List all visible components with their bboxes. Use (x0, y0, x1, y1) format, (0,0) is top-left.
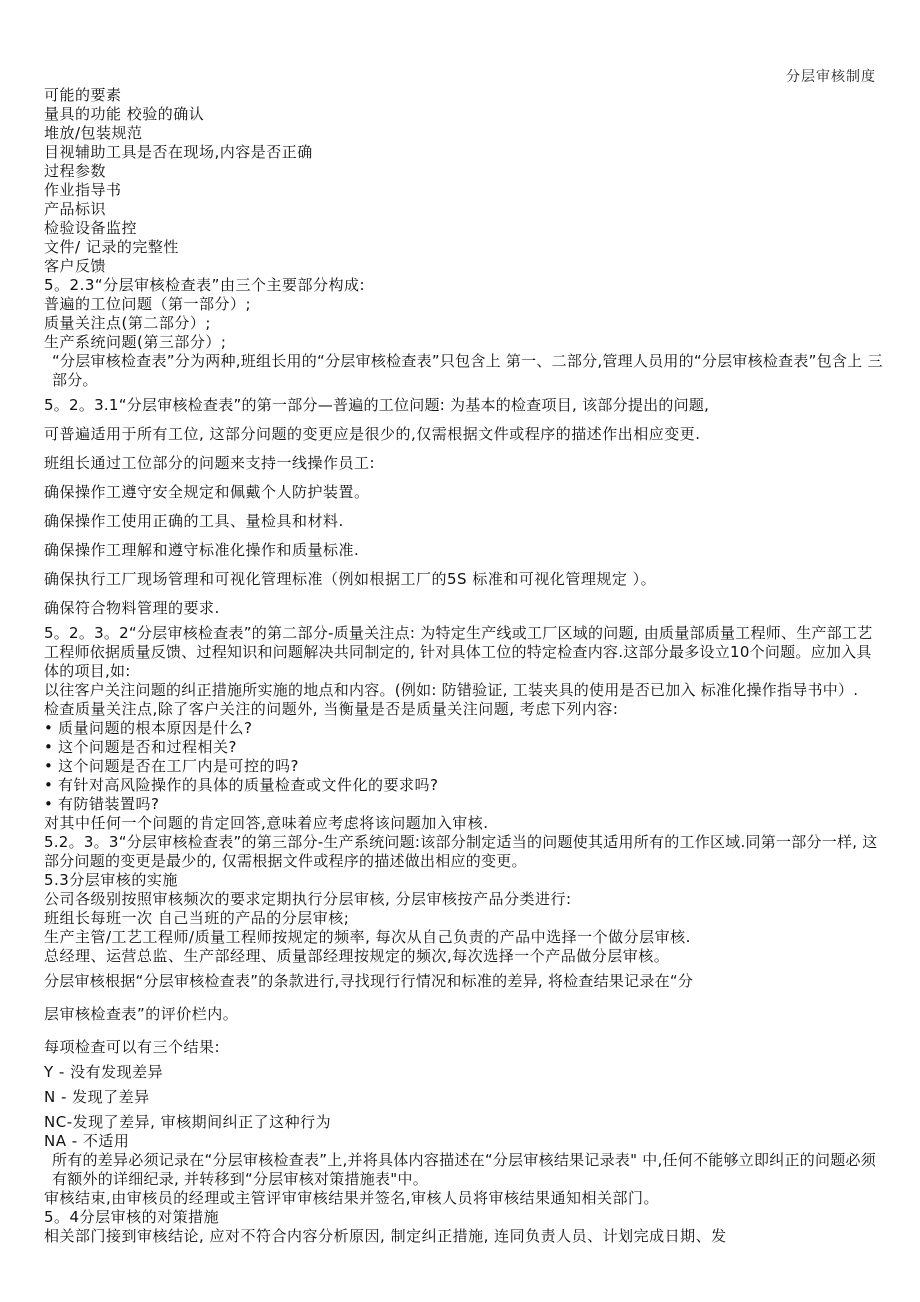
bullet-item: • 有防错装置吗? (44, 795, 884, 814)
text-line: 公司各级别按照审核频次的要求定期执行分层审核, 分层审核按产品分类进行: (44, 890, 572, 908)
text-line: 分层审核根据“分层审核检查表”的条款进行,寻找现行行情况和标准的差异, 将检查结果记录在“分 (44, 972, 694, 990)
document-body (44, 86, 884, 1246)
bullet-item: • 这个问题是否和过程相关? (44, 738, 884, 757)
text-line: 确保执行工厂现场管理和可视化管理标准（例如根据工厂的5S 标准和可视化管理规定 ）。 (44, 570, 657, 588)
text-line: 每项检查可以有三个结果: (44, 1038, 221, 1056)
text-line: 相关部门接到审核结论, 应对不符合内容分析原因, 制定纠正措施, 连同负责人员、计划完成日期、发 (44, 1227, 727, 1245)
text-line: 作业指导书 (44, 181, 122, 199)
text-line: 质量关注点(第二部分）; (44, 314, 211, 332)
section-heading: 5。2。3.1“分层审核检查表”的第一部分—普遍的工位问题: 为基本的检查项目, 该部分提出的问题, (44, 396, 710, 414)
text-line: 可能的要素 (44, 86, 122, 104)
paragraph: 所有的差异必须记录在“分层审核检查表”上,并将具体内容描述在“分层审核结果记录表" 中,任何不能够立即纠正的问题必须有额外的详细纪录, 并转移到“分层审核对策措施表"中。 (52, 1151, 877, 1188)
bullet-item: • 这个问题是否在工厂内是可控的吗? (44, 757, 884, 776)
result-item: Y - 没有发现差异 (44, 1063, 164, 1081)
bullet-item: • 有针对高风险操作的具体的质量检查或文件化的要求吗? (44, 776, 884, 795)
text-line: 生产系统问题(第三部分）; (44, 333, 227, 351)
section-heading: 5.3分层审核的实施 (44, 871, 178, 889)
text-line: 堆放/包装规范 (44, 124, 143, 142)
text-line: 文件/ 记录的完整性 (44, 238, 179, 256)
text-line: 普遍的工位问题（第一部分）; (44, 295, 252, 313)
section-heading: 5。2。3。2“分层审核检查表”的第二部分-质量关注点: 为特定生产线或工厂区域的问题, 由质量部质量工程师、生产部工艺工程师依据质量反馈、过程知识和问题解决共同制定的, 针对具体工位的特定检查内容.这部分最多设立10个问题。应加入具体的项目,如: (44, 624, 873, 680)
text-line: 可普遍适用于所有工位, 这部分问题的变更应是很少的,仅需根据文件或程序的描述作出相应变更. (44, 425, 701, 443)
result-item: NC-发现了差异, 审核期间纠正了这种行为 (44, 1113, 332, 1131)
text-line: 确保操作工使用正确的工具、量检具和材料. (44, 512, 344, 530)
paragraph: “分层审核检查表”分为两种,班组长用的“分层审核检查表”只包含上 第一、二部分,管理人员用的“分层审核检查表”包含上 三 部分。 (52, 352, 883, 389)
text-line: 量具的功能 校验的确认 (44, 105, 205, 123)
text-line: 产品标识 (44, 200, 107, 218)
text-line: 班组长每班一次 自己当班的产品的分层审核; (44, 909, 350, 927)
section-heading: 5。2.3“分层审核检查表”由三个主要部分构成: (44, 276, 365, 294)
text-line: 对其中任何一个问题的肯定回答,意味着应考虑将该问题加入审核. (44, 814, 489, 832)
text-line: 班组长通过工位部分的问题来支持一线操作员工: (44, 454, 376, 472)
text-line: 确保操作工遵守安全规定和佩戴个人防护装置。 (44, 483, 370, 501)
text-line: 检验设备监控 (44, 219, 138, 237)
section-heading: 5.2。3。3“分层审核检查表”的第三部分-生产系统问题:该部分制定适当的问题使其适用所有的工作区域.同第一部分一样, 这部分问题的变更是最少的, 仅需根据文件或程序的描述做出相应的变更。 (44, 833, 878, 870)
text-line: 过程参数 (44, 162, 107, 180)
text-line: 确保符合物料管理的要求. (44, 599, 220, 617)
bullet-item: • 质量问题的根本原因是什么? (44, 719, 884, 738)
text-line: 层审核检查表”的评价栏内。 (44, 1005, 239, 1023)
text-line: 目视辅助工具是否在现场,内容是否正确 (44, 143, 313, 161)
page-header: 分层审核制度 (786, 69, 876, 85)
result-item: NA - 不适用 (44, 1132, 130, 1150)
section-heading: 5。4分层审核的对策措施 (44, 1208, 220, 1226)
text-line: 审核结束,由审核员的经理或主管评审审核结果并签名,审核人员将审核结果通知相关部门。 (44, 1189, 660, 1207)
result-item: N - 发现了差异 (44, 1088, 150, 1106)
text-line: 总经理、运营总监、生产部经理、质量部经理按规定的频次,每次选择一个产品做分层审核。 (44, 947, 670, 965)
paragraph: 以往客户关注问题的纠正措施所实施的地点和内容。(例如: 防错验证, 工装夹具的使用是否已加入 标准化操作指导书中）. (44, 681, 859, 699)
text-line: 确保操作工理解和遵守标准化操作和质量标准. (44, 541, 360, 559)
text-line: 检查质量关注点,除了客户关注的问题外, 当衡量是否是质量关注问题, 考虑下列内容: (44, 700, 619, 718)
text-line: 客户反馈 (44, 257, 107, 275)
text-line: 生产主管/工艺工程师/质量工程师按规定的频率, 每次从自己负责的产品中选择一个做分层审核. (44, 928, 691, 946)
